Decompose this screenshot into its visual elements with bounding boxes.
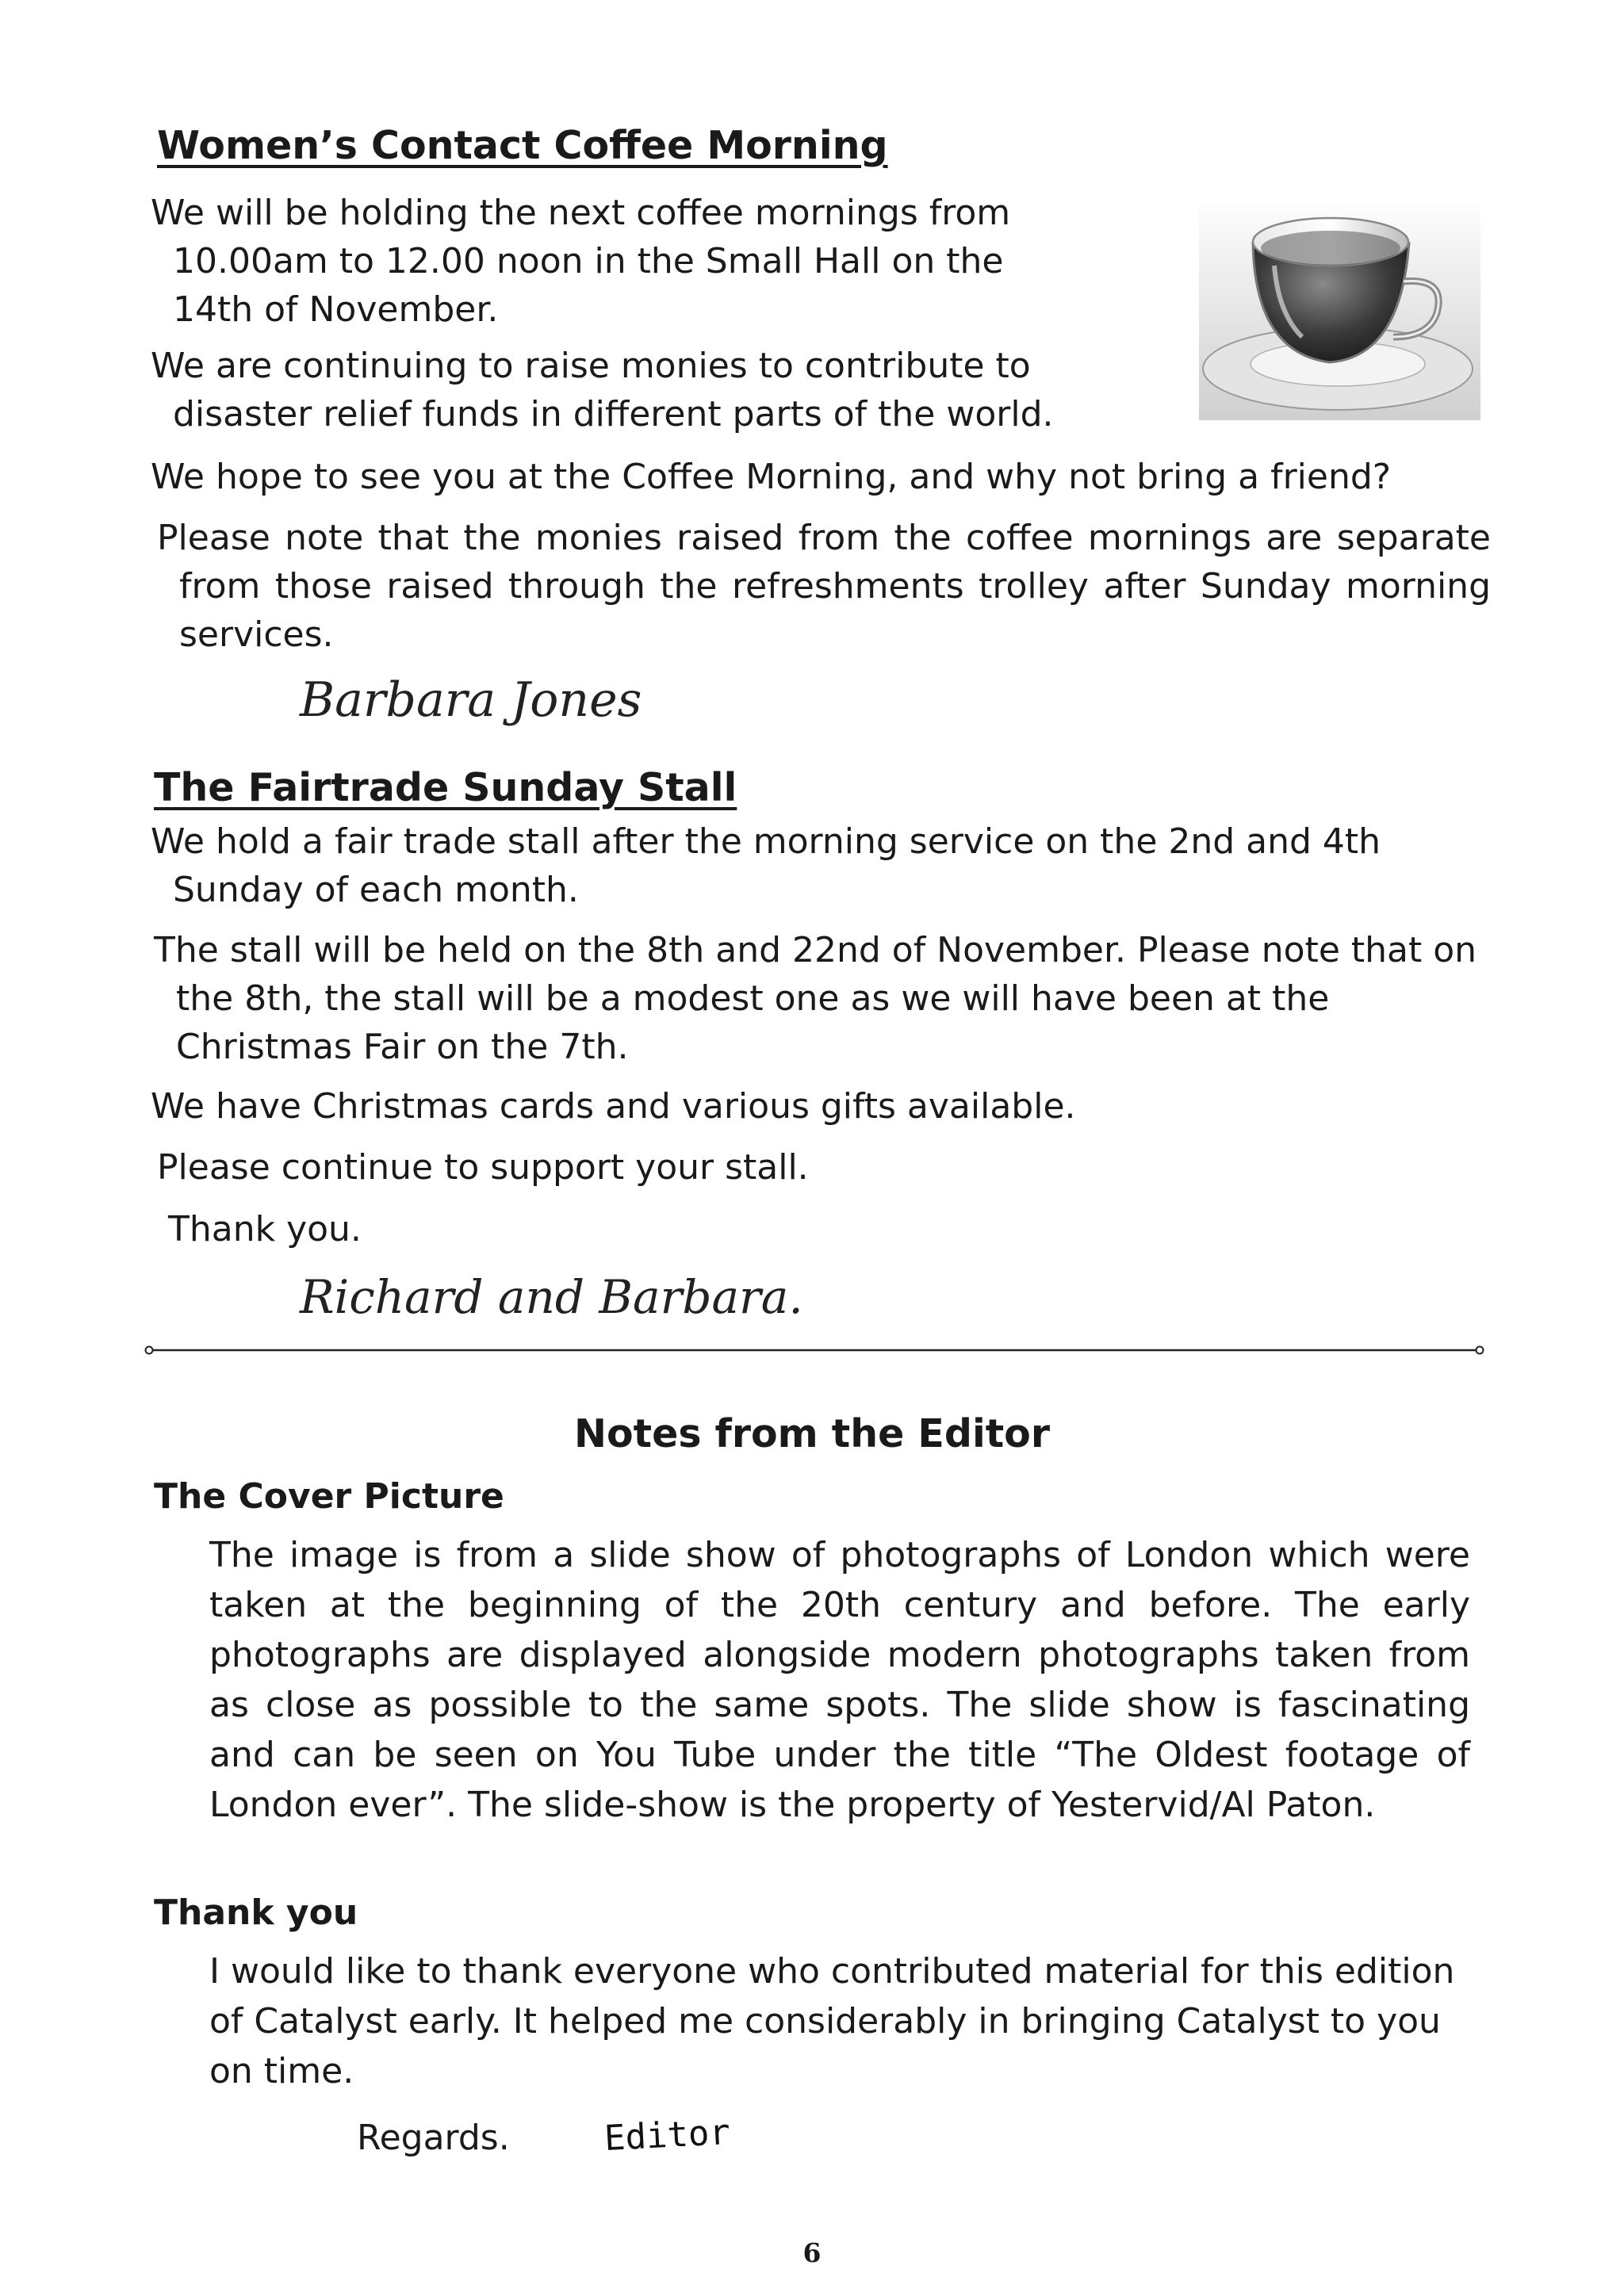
- coffee-paragraph-2: We are continuing to raise monies to contribute to disaster relief funds in different parts of the world.: [151, 346, 1054, 434]
- regards-text: Regards.: [357, 2118, 510, 2158]
- page-number: 6: [802, 2237, 822, 2268]
- fairtrade-paragraph-2: The stall will be held on the 8th and 22nd of November. Please note that on the 8th, the stall will be a modest one as we will have been at the Christmas Fair on the 7th.: [154, 930, 1477, 1067]
- cover-picture-text: The image is from a slide show of photographs of London which were taken at the beginning of the 20th century and before. The early photographs are displayed alongside modern photographs taken from as close as possible to the same spots. The slide show is fascinating and can be seen on You Tube under the title “The Oldest footage of London ever”. The slide-show is the property of Yestervid/Al Paton.: [209, 1535, 1470, 1825]
- coffee-paragraph-1: We will be holding the next coffee mornings from 10.00am to 12.00 noon in the Small Hall on the 14th of November.: [151, 193, 1011, 330]
- coffee-paragraph-4: Please note that the monies raised from the coffee mornings are separate from those raised through the refreshments trolley after Sunday morning services.: [157, 518, 1491, 655]
- teacup-icon: [1199, 194, 1480, 420]
- fairtrade-paragraph-1: We hold a fair trade stall after the morning service on the 2nd and 4th Sunday of each month.: [151, 821, 1381, 910]
- fairtrade-paragraph-4: Please continue to support your stall.: [157, 1147, 809, 1188]
- coffee-signature: Barbara Jones: [300, 672, 642, 728]
- thank-you-heading: Thank you: [154, 1892, 358, 1933]
- fairtrade-paragraph-5: Thank you.: [168, 1209, 362, 1249]
- coffee-paragraph-3: We hope to see you at the Coffee Morning, and why not bring a friend?: [151, 457, 1392, 497]
- editor-notes-heading: Notes from the Editor: [573, 1411, 1050, 1456]
- section-divider: [144, 1345, 1484, 1355]
- fairtrade-heading: The Fairtrade Sunday Stall: [154, 765, 737, 810]
- thank-you-text: I would like to thank everyone who contributed material for this edition of Catalyst early. It helped me considerably in bringing Catalyst to you on time.: [209, 1951, 1455, 2091]
- fairtrade-paragraph-3: We have Christmas cards and various gifts available.: [151, 1086, 1076, 1127]
- editor-signature: Editor: [603, 2111, 732, 2160]
- cover-picture-heading: The Cover Picture: [154, 1476, 504, 1517]
- fairtrade-signature: Richard and Barbara.: [300, 1270, 803, 1324]
- coffee-morning-heading: Women’s Contact Coffee Morning: [157, 123, 888, 168]
